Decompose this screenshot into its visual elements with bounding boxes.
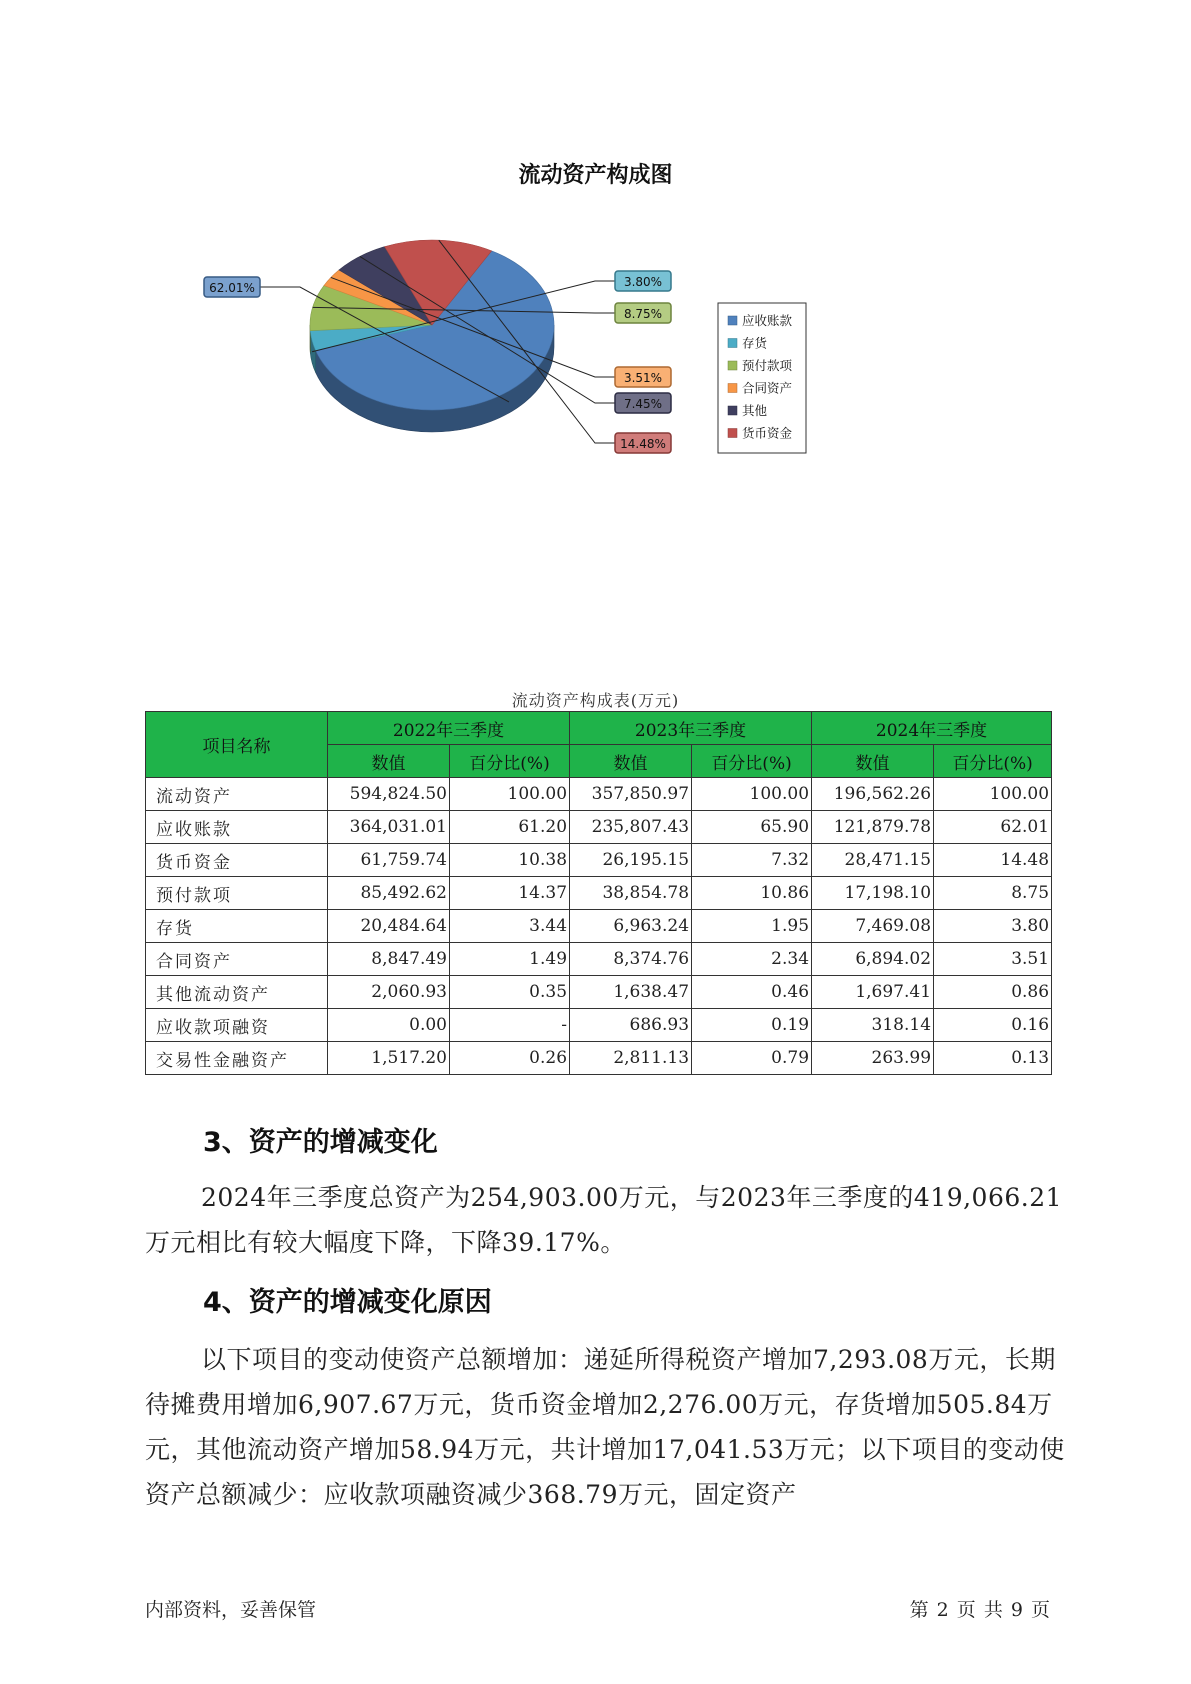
percent-cell: 0.13 xyxy=(934,1042,1052,1075)
header-period: 2022年三季度 xyxy=(328,712,570,745)
pie-chart-area xyxy=(0,0,1191,470)
header-percent: 百分比(%) xyxy=(450,745,570,778)
table-row xyxy=(146,910,1052,943)
value-cell: 8,847.49 xyxy=(328,943,450,976)
value-cell: 6,963.24 xyxy=(570,910,692,943)
footer-page-number: 第 2 页 共 9 页 xyxy=(909,1599,1051,1621)
percent-cell: 62.01 xyxy=(934,811,1052,844)
legend-entry: 应收账款 xyxy=(742,313,793,328)
value-cell: 61,759.74 xyxy=(328,844,450,877)
percent-cell: 0.26 xyxy=(450,1042,570,1075)
pie-top xyxy=(310,240,554,410)
percent-cell: 10.38 xyxy=(450,844,570,877)
percent-cell: 100.00 xyxy=(692,778,812,811)
legend-swatch xyxy=(728,406,737,415)
legend-swatch xyxy=(728,316,737,325)
percent-cell: 100.00 xyxy=(934,778,1052,811)
value-cell: 318.14 xyxy=(812,1009,934,1042)
legend-swatch xyxy=(728,361,737,370)
value-cell: 196,562.26 xyxy=(812,778,934,811)
section-heading: 3、资产的增减变化 xyxy=(203,1127,438,1158)
percent-cell: 7.32 xyxy=(692,844,812,877)
value-cell: 1,638.47 xyxy=(570,976,692,1009)
percent-cell: 65.90 xyxy=(692,811,812,844)
value-cell: 2,060.93 xyxy=(328,976,450,1009)
pie-chart xyxy=(0,0,1191,470)
value-cell: 263.99 xyxy=(812,1042,934,1075)
value-cell: 121,879.78 xyxy=(812,811,934,844)
value-cell: 38,854.78 xyxy=(570,877,692,910)
value-cell: 85,492.62 xyxy=(328,877,450,910)
table-row xyxy=(146,1042,1052,1075)
row-label: 交易性金融资产 xyxy=(146,1042,328,1075)
percent-cell: 0.19 xyxy=(692,1009,812,1042)
data-label: 7.45% xyxy=(623,397,663,411)
percent-cell: 0.35 xyxy=(450,976,570,1009)
table-row xyxy=(146,877,1052,910)
value-cell: 357,850.97 xyxy=(570,778,692,811)
data-label: 62.01% xyxy=(209,281,255,295)
percent-cell: 14.48 xyxy=(934,844,1052,877)
legend-swatch xyxy=(728,339,737,348)
percent-cell: 2.34 xyxy=(692,943,812,976)
value-cell: 17,198.10 xyxy=(812,877,934,910)
current-assets-table xyxy=(145,711,1052,1075)
row-label: 应收款项融资 xyxy=(146,1009,328,1042)
value-cell: 235,807.43 xyxy=(570,811,692,844)
percent-cell: 100.00 xyxy=(450,778,570,811)
value-cell: 20,484.64 xyxy=(328,910,450,943)
percent-cell: 14.37 xyxy=(450,877,570,910)
table-row xyxy=(146,1009,1052,1042)
value-cell: 1,697.41 xyxy=(812,976,934,1009)
header-item-name: 项目名称 xyxy=(146,712,328,778)
section-paragraph: 以下项目的变动使资产总额增加：递延所得税资产增加7,293.08万元，长期待摊费用增加6,907.67万元，货币资金增加2,276.00万元，存货增加505.84万元，其他流动资产增加58.94万元，共计增加17,041.53万元；以下项目的变动使资产总额减少：应收款项融资减少368.79万元，固定资产 xyxy=(145,1345,1065,1509)
value-cell: 8,374.76 xyxy=(570,943,692,976)
row-label: 流动资产 xyxy=(146,778,328,811)
percent-cell: 8.75 xyxy=(934,877,1052,910)
table-row xyxy=(146,844,1052,877)
footer-confidential: 内部资料，妥善保管 xyxy=(145,1599,317,1621)
value-cell: 7,469.08 xyxy=(812,910,934,943)
header-period: 2023年三季度 xyxy=(570,712,812,745)
percent-cell: 0.86 xyxy=(934,976,1052,1009)
legend-entry: 存货 xyxy=(742,335,768,351)
chart-legend xyxy=(718,303,806,453)
percent-cell: 3.80 xyxy=(934,910,1052,943)
value-cell: 6,894.02 xyxy=(812,943,934,976)
percent-cell: 1.49 xyxy=(450,943,570,976)
row-label: 合同资产 xyxy=(146,943,328,976)
legend-swatch xyxy=(728,384,737,393)
table-row xyxy=(146,943,1052,976)
data-label: 3.51% xyxy=(623,371,663,385)
value-cell: 26,195.15 xyxy=(570,844,692,877)
header-value: 数值 xyxy=(328,745,450,778)
percent-cell: 0.46 xyxy=(692,976,812,1009)
chart-title: 流动资产构成图 xyxy=(518,163,673,188)
legend-swatch xyxy=(728,429,737,438)
table-caption: 流动资产构成表(万元) xyxy=(511,691,680,710)
row-label: 应收账款 xyxy=(146,811,328,844)
section-heading: 4、资产的增减变化原因 xyxy=(203,1287,492,1318)
value-cell: 1,517.20 xyxy=(328,1042,450,1075)
header-period: 2024年三季度 xyxy=(812,712,1052,745)
percent-cell: 3.51 xyxy=(934,943,1052,976)
percent-cell: 61.20 xyxy=(450,811,570,844)
percent-cell: 10.86 xyxy=(692,877,812,910)
legend-entry: 合同资产 xyxy=(742,380,793,396)
header-percent: 百分比(%) xyxy=(934,745,1052,778)
data-label: 14.48% xyxy=(620,437,666,451)
value-cell: 594,824.50 xyxy=(328,778,450,811)
value-cell: 2,811.13 xyxy=(570,1042,692,1075)
value-cell: 686.93 xyxy=(570,1009,692,1042)
header-value: 数值 xyxy=(570,745,692,778)
row-label: 预付款项 xyxy=(146,877,328,910)
data-label: 3.80% xyxy=(623,275,663,289)
legend-entry: 预付款项 xyxy=(742,358,793,373)
legend-entry: 其他 xyxy=(742,403,768,418)
header-percent: 百分比(%) xyxy=(692,745,812,778)
row-label: 货币资金 xyxy=(146,844,328,877)
percent-cell: 0.16 xyxy=(934,1009,1052,1042)
header-value: 数值 xyxy=(812,745,934,778)
row-label: 存货 xyxy=(146,910,328,943)
value-cell: 28,471.15 xyxy=(812,844,934,877)
data-label: 8.75% xyxy=(623,307,663,321)
section-paragraph: 2024年三季度总资产为254,903.00万元，与2023年三季度的419,066.21万元相比有较大幅度下降，下降39.17%。 xyxy=(145,1183,1063,1257)
table-row xyxy=(146,811,1052,844)
percent-cell: 3.44 xyxy=(450,910,570,943)
percent-cell: - xyxy=(450,1009,570,1042)
legend-entry: 货币资金 xyxy=(742,425,793,441)
value-cell: 364,031.01 xyxy=(328,811,450,844)
table-row xyxy=(146,778,1052,811)
percent-cell: 1.95 xyxy=(692,910,812,943)
row-label: 其他流动资产 xyxy=(146,976,328,1009)
percent-cell: 0.79 xyxy=(692,1042,812,1075)
table-row xyxy=(146,976,1052,1009)
value-cell: 0.00 xyxy=(328,1009,450,1042)
